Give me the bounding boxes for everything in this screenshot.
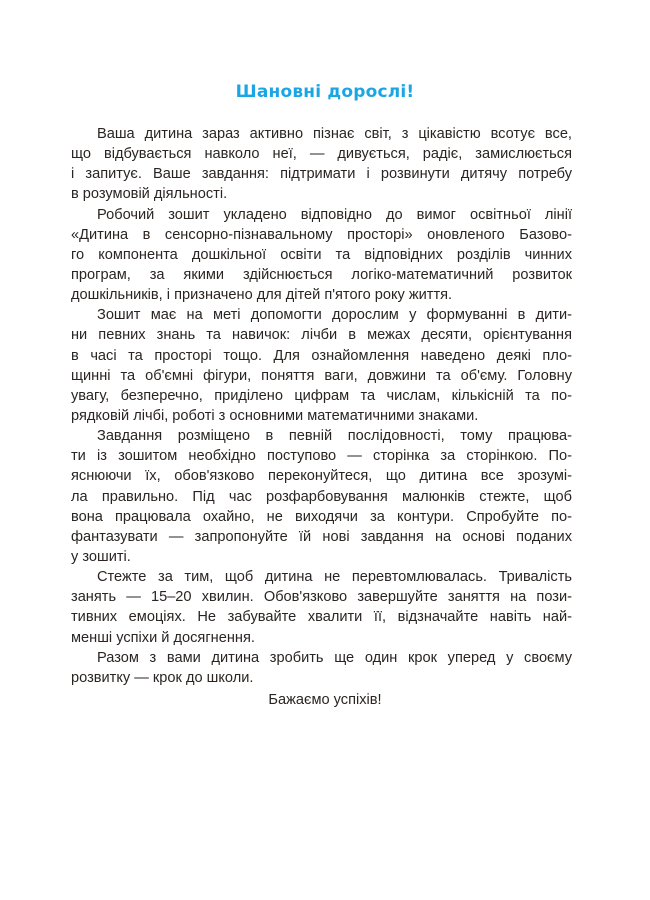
paragraph: [71, 648, 572, 688]
text-line: менші успіхи й досягнення.: [71, 629, 255, 646]
text-line: щинні та об'ємні фігури, поняття ваги, довжини та об'єму. Головну: [71, 367, 572, 384]
text-line: яснюючи їх, обов'язково переконуйтеся, що дитина все зрозумі-: [71, 468, 572, 485]
paragraph: [71, 124, 572, 205]
text-line: увагу, безперечно, приділено цифрам та числам, кількісній та по-: [71, 387, 572, 404]
text-line: ни певних знань та навичок: лічби в межах десяти, орієнтування: [71, 327, 572, 344]
text-line: рядковій лічбі, роботі з основними математичними знаками.: [71, 407, 479, 424]
text-line: Робочий зошит укладено відповідно до вимог освітньої лінії: [97, 206, 572, 223]
paragraph: [71, 205, 572, 306]
text-line: Разом з вами дитина зробить ще один крок уперед у своєму: [97, 649, 572, 666]
text-line: ла правильно. Під час розфарбовування малюнків стежте, щоб: [71, 488, 572, 505]
text-line: Ваша дитина зараз активно пізнає світ, з цікавістю всотує все,: [97, 126, 572, 142]
paragraph: [71, 567, 572, 648]
text-line: Завдання розміщено в певній послідовності, тому працюва-: [97, 428, 572, 445]
text-line: ти із зошитом необхідно поступово — сторінка за сторінкою. По-: [71, 448, 572, 465]
text-line: що відбувається навколо неї, — дивується, радіє, замислюється: [71, 146, 572, 163]
text-line: вона працювала охайно, не виходячи за контури. Спробуйте по-: [71, 508, 572, 525]
text-line: Стежте за тим, щоб дитина не перевтомлювалась. Тривалість: [97, 569, 572, 586]
text-line: розвитку — крок до школи.: [71, 669, 254, 686]
text-line: занять — 15–20 хвилин. Обов'язково завершуйте заняття на пози-: [71, 589, 572, 606]
text-line: у зошиті.: [71, 548, 131, 565]
text-line: го компонента дошкільної освіти та відповідних розділів чинних: [71, 246, 572, 263]
text-line: в часі та просторі тощо. Для ознайомлення наведено деякі пло-: [71, 347, 572, 364]
text-line: і запитує. Ваше завдання: підтримати і розвинути дитячу потребу: [71, 166, 572, 183]
paragraph: [71, 426, 572, 567]
text-line: Зошит має на меті допомогти дорослим у формуванні в дити-: [97, 307, 572, 324]
text-line: фантазувати — запропонуйте їй нові завдання на основі поданих: [71, 528, 572, 545]
text-line: в розумовій діяльності.: [71, 186, 228, 203]
text-line: тивних емоціях. Не забувайте хвалити її, відзначайте навіть най-: [71, 609, 572, 626]
text-line: дошкільників, і призначено для дітей п'ятого року життя.: [71, 287, 453, 304]
body-text: [71, 124, 572, 688]
text-line: «Дитина в сенсорно-пізнавальному просторі» оновленого Базово-: [71, 226, 572, 243]
text-line: програм, за якими здійснюється логіко-математичний розвиток: [71, 266, 572, 283]
page-title: Шановні дорослі!: [235, 82, 415, 102]
paragraph: [71, 305, 572, 426]
closing-line: Бажаємо успіхів!: [268, 692, 382, 708]
